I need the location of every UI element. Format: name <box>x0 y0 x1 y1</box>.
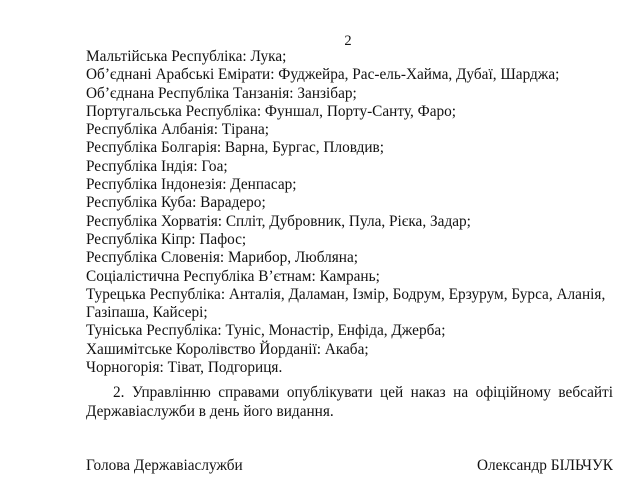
signatory-name: Олександр БІЛЬЧУК <box>476 457 613 474</box>
destination-item: Республіка Албанія: Тірана; <box>86 121 270 139</box>
destination-item: Об’єднані Арабські Емірати: Фуджейра, Рас-ель-Хайма, Дубаї, Шарджа; <box>86 66 560 84</box>
destination-item: Об’єднана Республіка Танзанія: Занзібар; <box>86 84 357 102</box>
destination-item: Мальтійська Республіка: Лука; <box>86 48 287 65</box>
destination-item: Турецька Республіка: Анталія, Даламан, Ізмір, Бодрум, Ерзурум, Бурса, Аланія, <box>86 285 606 303</box>
destination-item: Хашимітське Королівство Йорданії: Акаба; <box>86 340 369 358</box>
destination-item: Португальська Республіка: Фуншал, Порту-Санту, Фаро; <box>86 102 457 120</box>
destination-item: Туніська Республіка: Туніс, Монастір, Енфіда, Джерба; <box>86 322 446 340</box>
destination-item: Соціалістична Республіка В’єтнам: Камрань; <box>86 267 380 285</box>
signatory-title: Голова Державіаслужби <box>86 457 243 474</box>
destination-list <box>86 48 605 377</box>
destination-item: Республіка Болгарія: Варна, Бургас, Пловдив; <box>86 139 385 157</box>
destination-item: Республіка Індія: Гоа; <box>86 157 228 175</box>
page-number: 2 <box>344 33 352 49</box>
destination-item: Республіка Куба: Варадеро; <box>86 194 266 212</box>
destination-item: Республіка Кіпр: Пафос; <box>86 230 247 248</box>
destination-item: Республіка Словенія: Марибор, Любляна; <box>86 249 359 267</box>
publication-paragraph: 2. Управлінню справами опублікувати цей наказ на офіційному вебсайті Державіаслужби в день його видання. <box>86 384 613 420</box>
destination-item: Республіка Хорватія: Спліт, Дубровник, Пула, Рієка, Задар; <box>86 212 471 230</box>
destination-item: Республіка Індонезія: Денпасар; <box>86 176 297 194</box>
destination-item: Газіпаша, Кайсері; <box>86 304 208 322</box>
destination-item: Чорногорія: Тіват, Подгориця. <box>86 359 283 377</box>
